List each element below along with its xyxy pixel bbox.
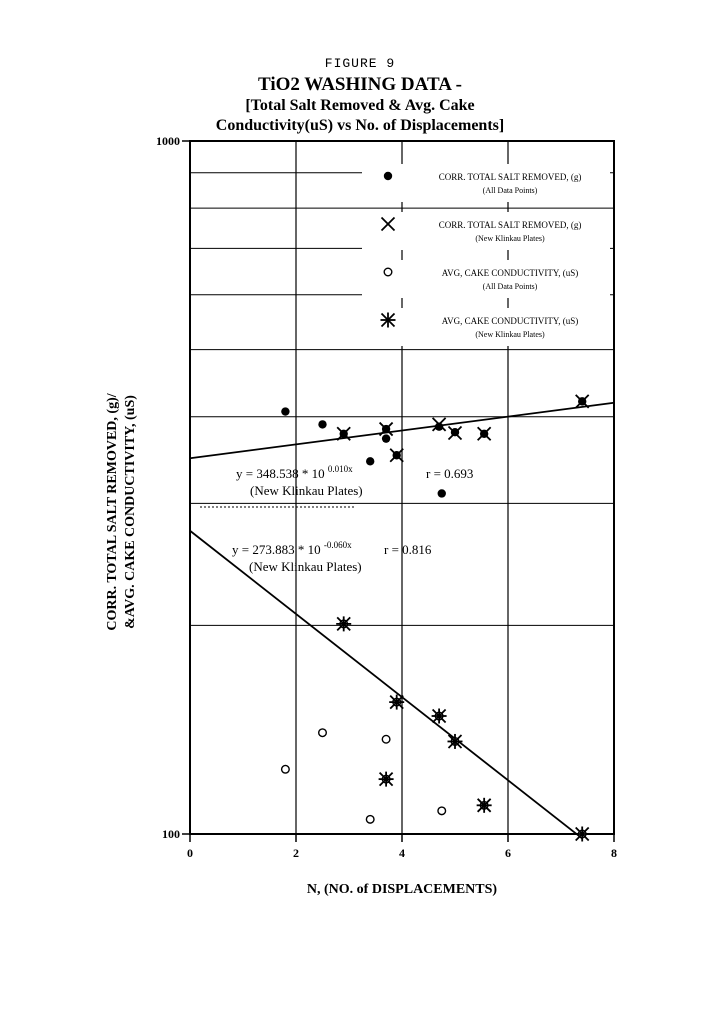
conductivity-klinkau-point (379, 772, 394, 787)
salt-all-point (318, 420, 326, 428)
legend-label: CORR. TOTAL SALT REMOVED, (g) (438, 220, 582, 230)
conductivity-all-point (282, 765, 290, 773)
salt-fit-note: (New Klinkau Plates) (250, 483, 363, 498)
legend-sublabel: (All Data Points) (482, 282, 538, 291)
y-axis-label-line2: &AVG. CAKE CONDUCTIVITY, (uS) (123, 395, 138, 629)
x-tick-label: 0 (187, 846, 193, 860)
conductivity-klinkau-point (448, 734, 463, 749)
legend-sublabel: (New Klinkau Plates) (475, 234, 545, 243)
salt-klinkau-point (576, 395, 589, 408)
conductivity-all-point (382, 735, 390, 743)
chart-subtitle-line1: [Total Salt Removed & Avg. Cake (245, 97, 475, 114)
chart-subtitle-line2: Conductivity(uS) vs No. of Displacements] (215, 117, 505, 134)
conductivity-all-point (438, 807, 446, 815)
legend (190, 164, 610, 346)
legend-entry-bg (362, 212, 610, 250)
legend-label: AVG, CAKE CONDUCTIVITY, (uS) (441, 268, 579, 278)
conductivity-klinkau-point (432, 709, 447, 724)
conductivity-fit-line (190, 531, 582, 839)
y-axis-label-line1: CORR. TOTAL SALT REMOVED, (g)/ (105, 393, 120, 631)
conductivity-klinkau-point (575, 827, 590, 842)
legend-sublabel: (New Klinkau Plates) (475, 330, 545, 339)
conductivity-fit-note: (New Klinkau Plates) (249, 559, 362, 574)
legend-entry-bg (362, 164, 610, 202)
x-tick-label: 4 (399, 846, 405, 860)
legend-marker (384, 268, 392, 276)
conductivity-klinkau-point (477, 798, 492, 813)
y-tick-label: 1000 (156, 134, 180, 148)
legend-sublabel: (All Data Points) (482, 186, 538, 195)
conductivity-fit-r-value: r = 0.816 (384, 542, 432, 557)
figure-label: FIGURE 9 (324, 56, 396, 71)
conductivity-fit-equation: y = 273.883 * 10 $^{-0.060x}$ (232, 540, 352, 557)
legend-entry-bg (362, 308, 610, 346)
conductivity-all-point (366, 816, 374, 824)
legend-label: AVG, CAKE CONDUCTIVITY, (uS) (441, 316, 579, 326)
y-tick-label: 100 (162, 827, 180, 841)
legend-marker (384, 172, 392, 180)
x-tick-label: 8 (611, 846, 617, 860)
x-axis-label: N, (NO. of DISPLACEMENTS) (306, 882, 498, 897)
chart-title: TiO2 WASHING DATA - (258, 74, 462, 95)
conductivity-klinkau-point (336, 616, 351, 631)
x-tick-label: 2 (293, 846, 299, 860)
legend-marker (381, 313, 396, 328)
legend-label: CORR. TOTAL SALT REMOVED, (g) (438, 172, 582, 182)
legend-entry-bg (362, 260, 610, 298)
salt-klinkau-point (380, 423, 393, 436)
conductivity-all-point (319, 729, 327, 737)
x-tick-label: 6 (505, 846, 511, 860)
salt-all-point (366, 457, 374, 465)
salt-klinkau-point (478, 427, 491, 440)
salt-all-point (438, 489, 446, 497)
conductivity-klinkau-point (389, 695, 404, 710)
salt-all-point (382, 434, 390, 442)
salt-fit-r-value: r = 0.693 (426, 466, 474, 481)
salt-klinkau-point (390, 449, 403, 462)
salt-fit-equation: y = 348.538 * 10 $^{0.010x}$ (236, 464, 353, 481)
salt-all-point (281, 407, 289, 415)
